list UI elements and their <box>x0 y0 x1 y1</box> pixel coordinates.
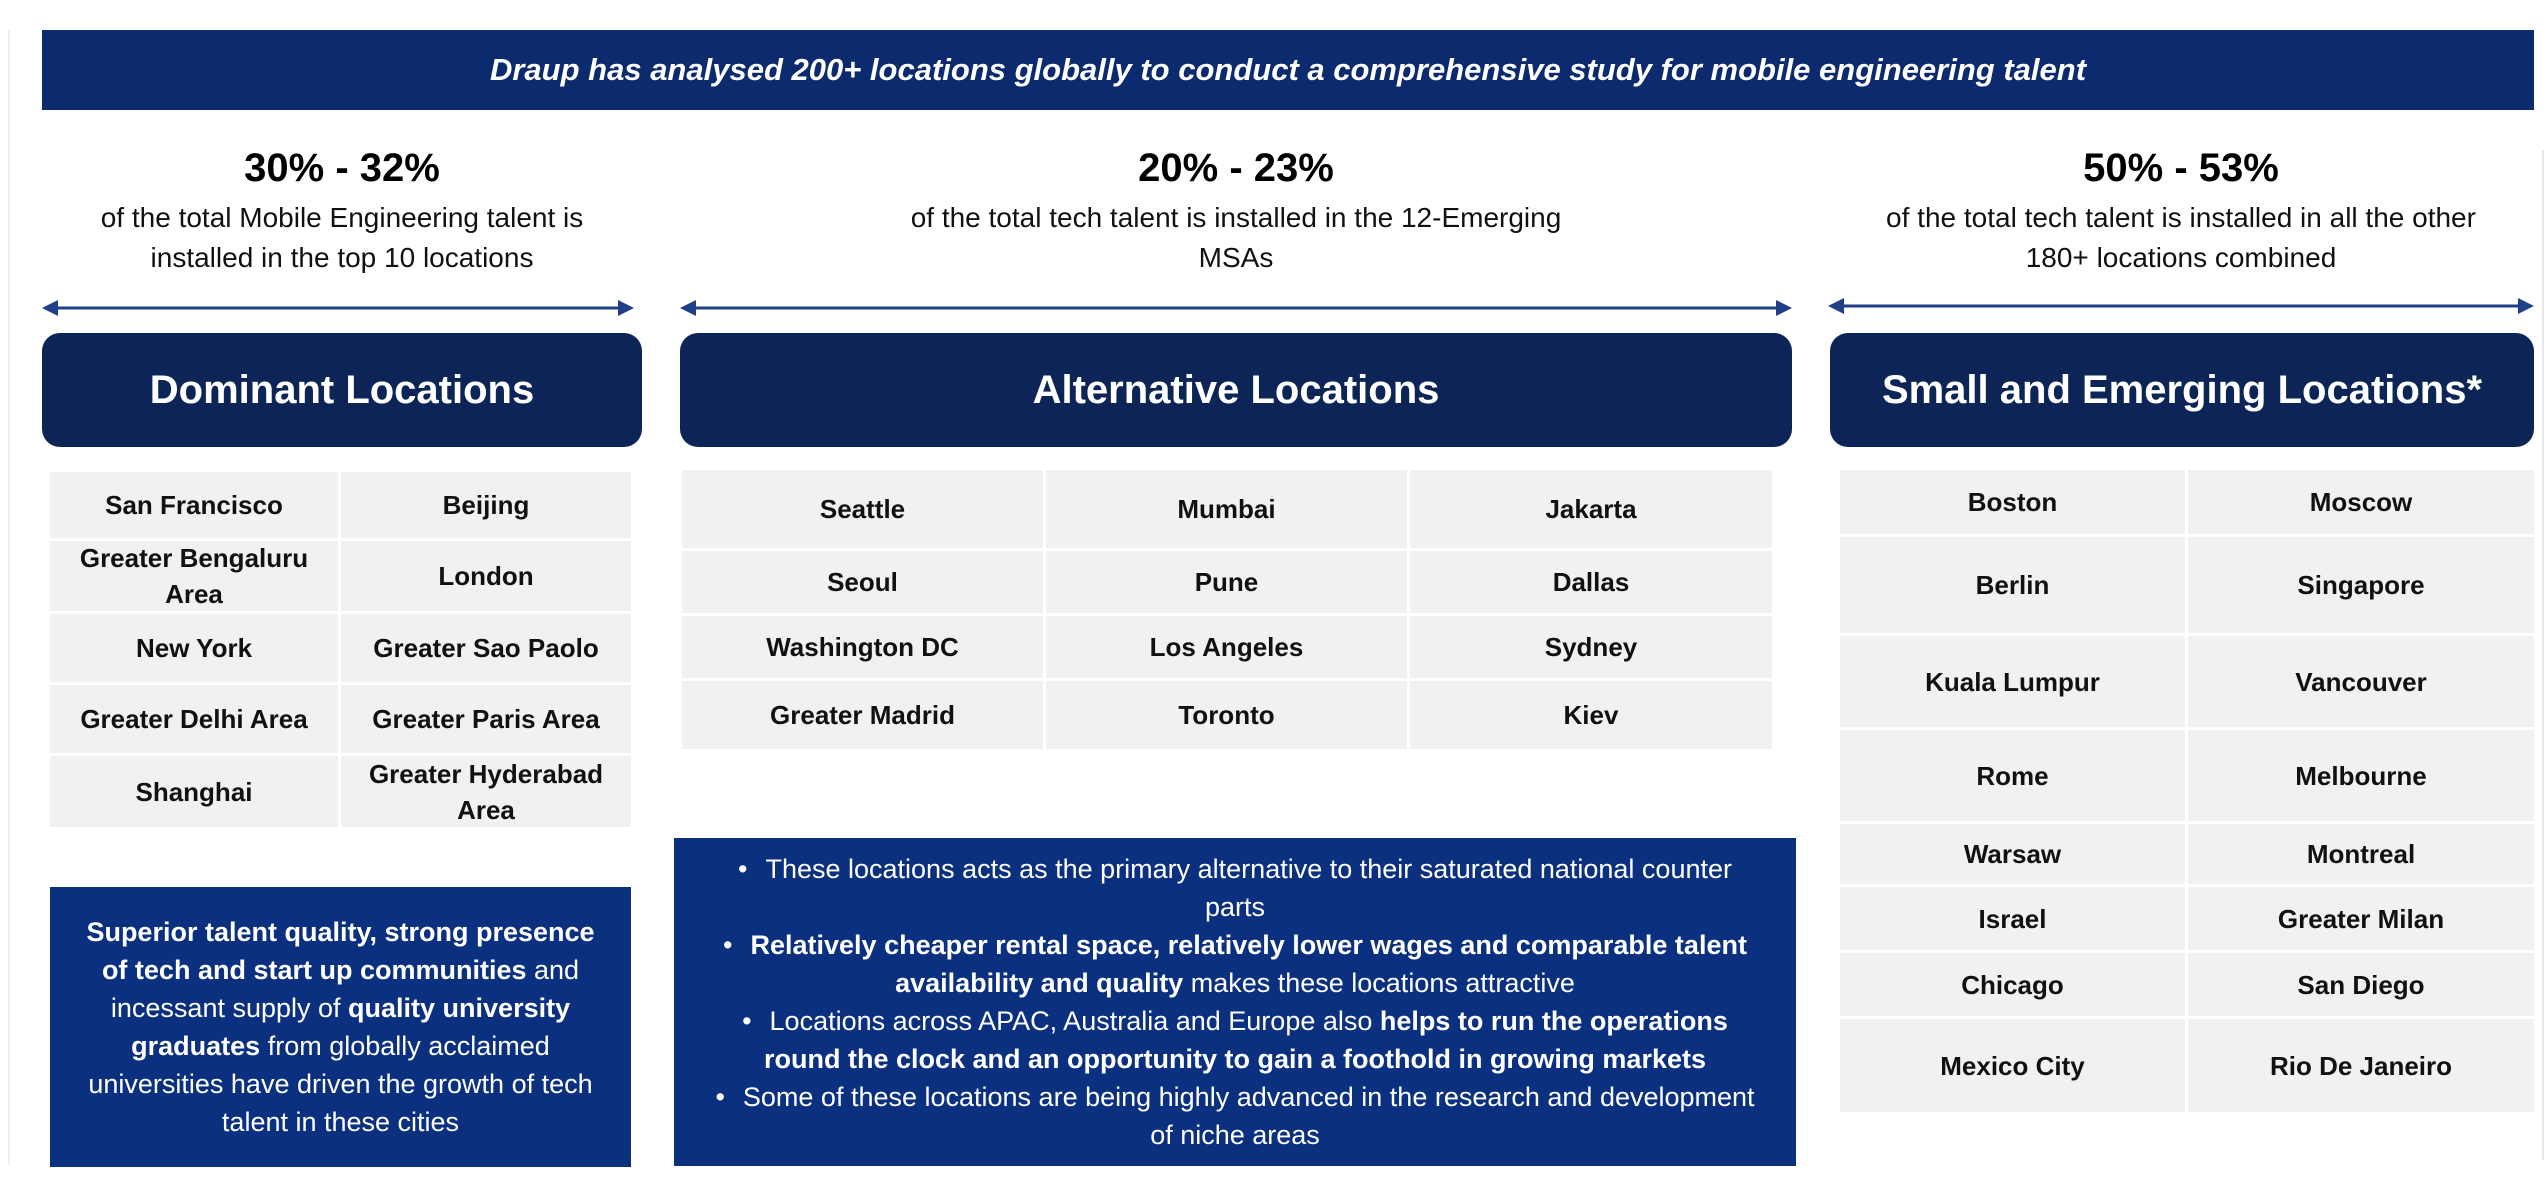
alternative-bullet-3-text: Locations across APAC, Australia and Europe also <box>769 1006 1380 1036</box>
right-edge-line <box>2542 150 2544 1160</box>
alternative-location-cell: Toronto <box>1046 681 1407 749</box>
alternative-location-cell: Los Angeles <box>1046 616 1407 678</box>
dominant-location-cell: Beijing <box>341 472 631 538</box>
alternative-location-cell: Jakarta <box>1410 470 1772 548</box>
alternative-location-cell: Greater Madrid <box>682 681 1043 749</box>
dominant-description-box <box>50 887 631 1167</box>
dominant-stat-line2: installed in the top 10 locations <box>150 242 534 273</box>
dominant-stat-line1: of the total Mobile Engineering talent is <box>100 202 584 233</box>
dominant-location-cell: Greater Hyderabad Area <box>341 756 631 827</box>
alternative-bullet-4-text: Some of these locations are being highly advanced in the research and development of niche areas <box>742 1082 1755 1150</box>
small-emerging-location-cell: Rome <box>1840 730 2185 821</box>
alternative-location-cell: Sydney <box>1410 616 1772 678</box>
alternative-bullet-1-text: These locations acts as the primary alternative to their saturated national counter parts <box>765 854 1732 922</box>
alternative-stat-line1: of the total tech talent is installed in the 12-Emerging <box>910 202 1562 233</box>
dominant-range-arrow <box>42 296 634 320</box>
dominant-note-bold-1: Superior talent quality, strong presence of tech and start up communities <box>86 917 595 985</box>
small-emerging-stat-percent: 50% - 53% <box>2083 146 2279 190</box>
dominant-location-cell: San Francisco <box>50 472 338 538</box>
left-edge-line <box>8 30 10 1165</box>
alternative-location-cell: Pune <box>1046 551 1407 613</box>
small-emerging-location-cell: Moscow <box>2188 470 2534 534</box>
small-emerging-range-arrow <box>1828 294 2534 318</box>
small-emerging-location-cell: Greater Milan <box>2188 887 2534 950</box>
small-emerging-location-cell: Kuala Lumpur <box>1840 636 2185 727</box>
alternative-locations-header <box>680 333 1792 447</box>
alternative-bullet-list <box>705 850 1765 1154</box>
dominant-locations-header <box>42 333 642 447</box>
alternative-header-label: Alternative Locations <box>1032 367 1440 412</box>
small-emerging-stat-line2: 180+ locations combined <box>2025 242 2337 273</box>
top-banner <box>42 30 2534 110</box>
alternative-bullet-2-bold: Relatively cheaper rental space, relatively lower wages and comparable talent availability and quality <box>750 930 1747 998</box>
dominant-location-cell: London <box>341 541 631 611</box>
dominant-stat-percent: 30% - 32% <box>244 146 440 190</box>
small-emerging-stat-line1: of the total tech talent is installed in all the other <box>1886 202 2476 233</box>
alternative-bullet-3 <box>705 1002 1765 1078</box>
small-emerging-location-cell: Singapore <box>2188 537 2534 633</box>
alternative-bullet-1 <box>705 850 1765 926</box>
dominant-stat-description <box>42 198 642 278</box>
alternative-location-cell: Washington DC <box>682 616 1043 678</box>
alternative-bullet-2-text: makes these locations attractive <box>1183 968 1575 998</box>
dominant-description-text <box>71 913 611 1141</box>
alternative-bullet-4 <box>705 1078 1765 1154</box>
alternative-stat-description <box>680 198 1792 278</box>
alternative-location-cell: Dallas <box>1410 551 1772 613</box>
small-emerging-location-cell: Melbourne <box>2188 730 2534 821</box>
alternative-bullet-2 <box>705 926 1765 1002</box>
dominant-locations-table <box>50 472 631 827</box>
small-emerging-location-cell: Montreal <box>2188 824 2534 884</box>
alternative-location-cell: Seattle <box>682 470 1043 548</box>
alternative-stat-line2: MSAs <box>1198 242 1274 273</box>
small-emerging-location-cell: Israel <box>1840 887 2185 950</box>
dominant-location-cell: Shanghai <box>50 756 338 827</box>
dominant-location-cell: Greater Sao Paolo <box>341 614 631 682</box>
dominant-location-cell: Greater Paris Area <box>341 685 631 753</box>
small-emerging-locations-table <box>1840 470 2534 1106</box>
small-emerging-location-cell: Warsaw <box>1840 824 2185 884</box>
alternative-location-cell: Seoul <box>682 551 1043 613</box>
small-emerging-location-cell: Rio De Janeiro <box>2188 1019 2534 1112</box>
small-emerging-location-cell: Chicago <box>1840 953 2185 1016</box>
small-emerging-location-cell: San Diego <box>2188 953 2534 1016</box>
small-emerging-location-cell: Mexico City <box>1840 1019 2185 1112</box>
dominant-location-cell: New York <box>50 614 338 682</box>
dominant-note-text-2: from globally acclaimed universities have driven the growth of tech talent in these cities <box>88 1031 593 1137</box>
dominant-note-text-1: and incessant supply of <box>110 955 580 1023</box>
dominant-note-bold-2: quality university graduates <box>131 993 571 1061</box>
dominant-header-label: Dominant Locations <box>149 367 535 412</box>
small-emerging-header-label: Small and Emerging Locations* <box>1881 367 2483 412</box>
dominant-location-cell: Greater Bengaluru Area <box>50 541 338 611</box>
alternative-location-cell: Mumbai <box>1046 470 1407 548</box>
alternative-bullet-3-bold: helps to run the operations round the clock and an opportunity to gain a foothold in growing markets <box>763 1006 1728 1074</box>
small-emerging-location-cell: Boston <box>1840 470 2185 534</box>
alternative-stat-percent: 20% - 23% <box>1138 146 1334 190</box>
alternative-location-cell: Kiev <box>1410 681 1772 749</box>
alternative-locations-table <box>682 470 1772 749</box>
small-emerging-stat-description <box>1828 198 2534 278</box>
dominant-location-cell: Greater Delhi Area <box>50 685 338 753</box>
small-emerging-location-cell: Berlin <box>1840 537 2185 633</box>
alternative-range-arrow <box>680 296 1792 320</box>
alternative-description-box <box>674 838 1796 1166</box>
small-emerging-location-cell: Vancouver <box>2188 636 2534 727</box>
small-emerging-locations-header <box>1830 333 2534 447</box>
banner-text: Draup has analysed 200+ locations globally to conduct a comprehensive study for mobile engineering talent <box>489 52 2087 87</box>
